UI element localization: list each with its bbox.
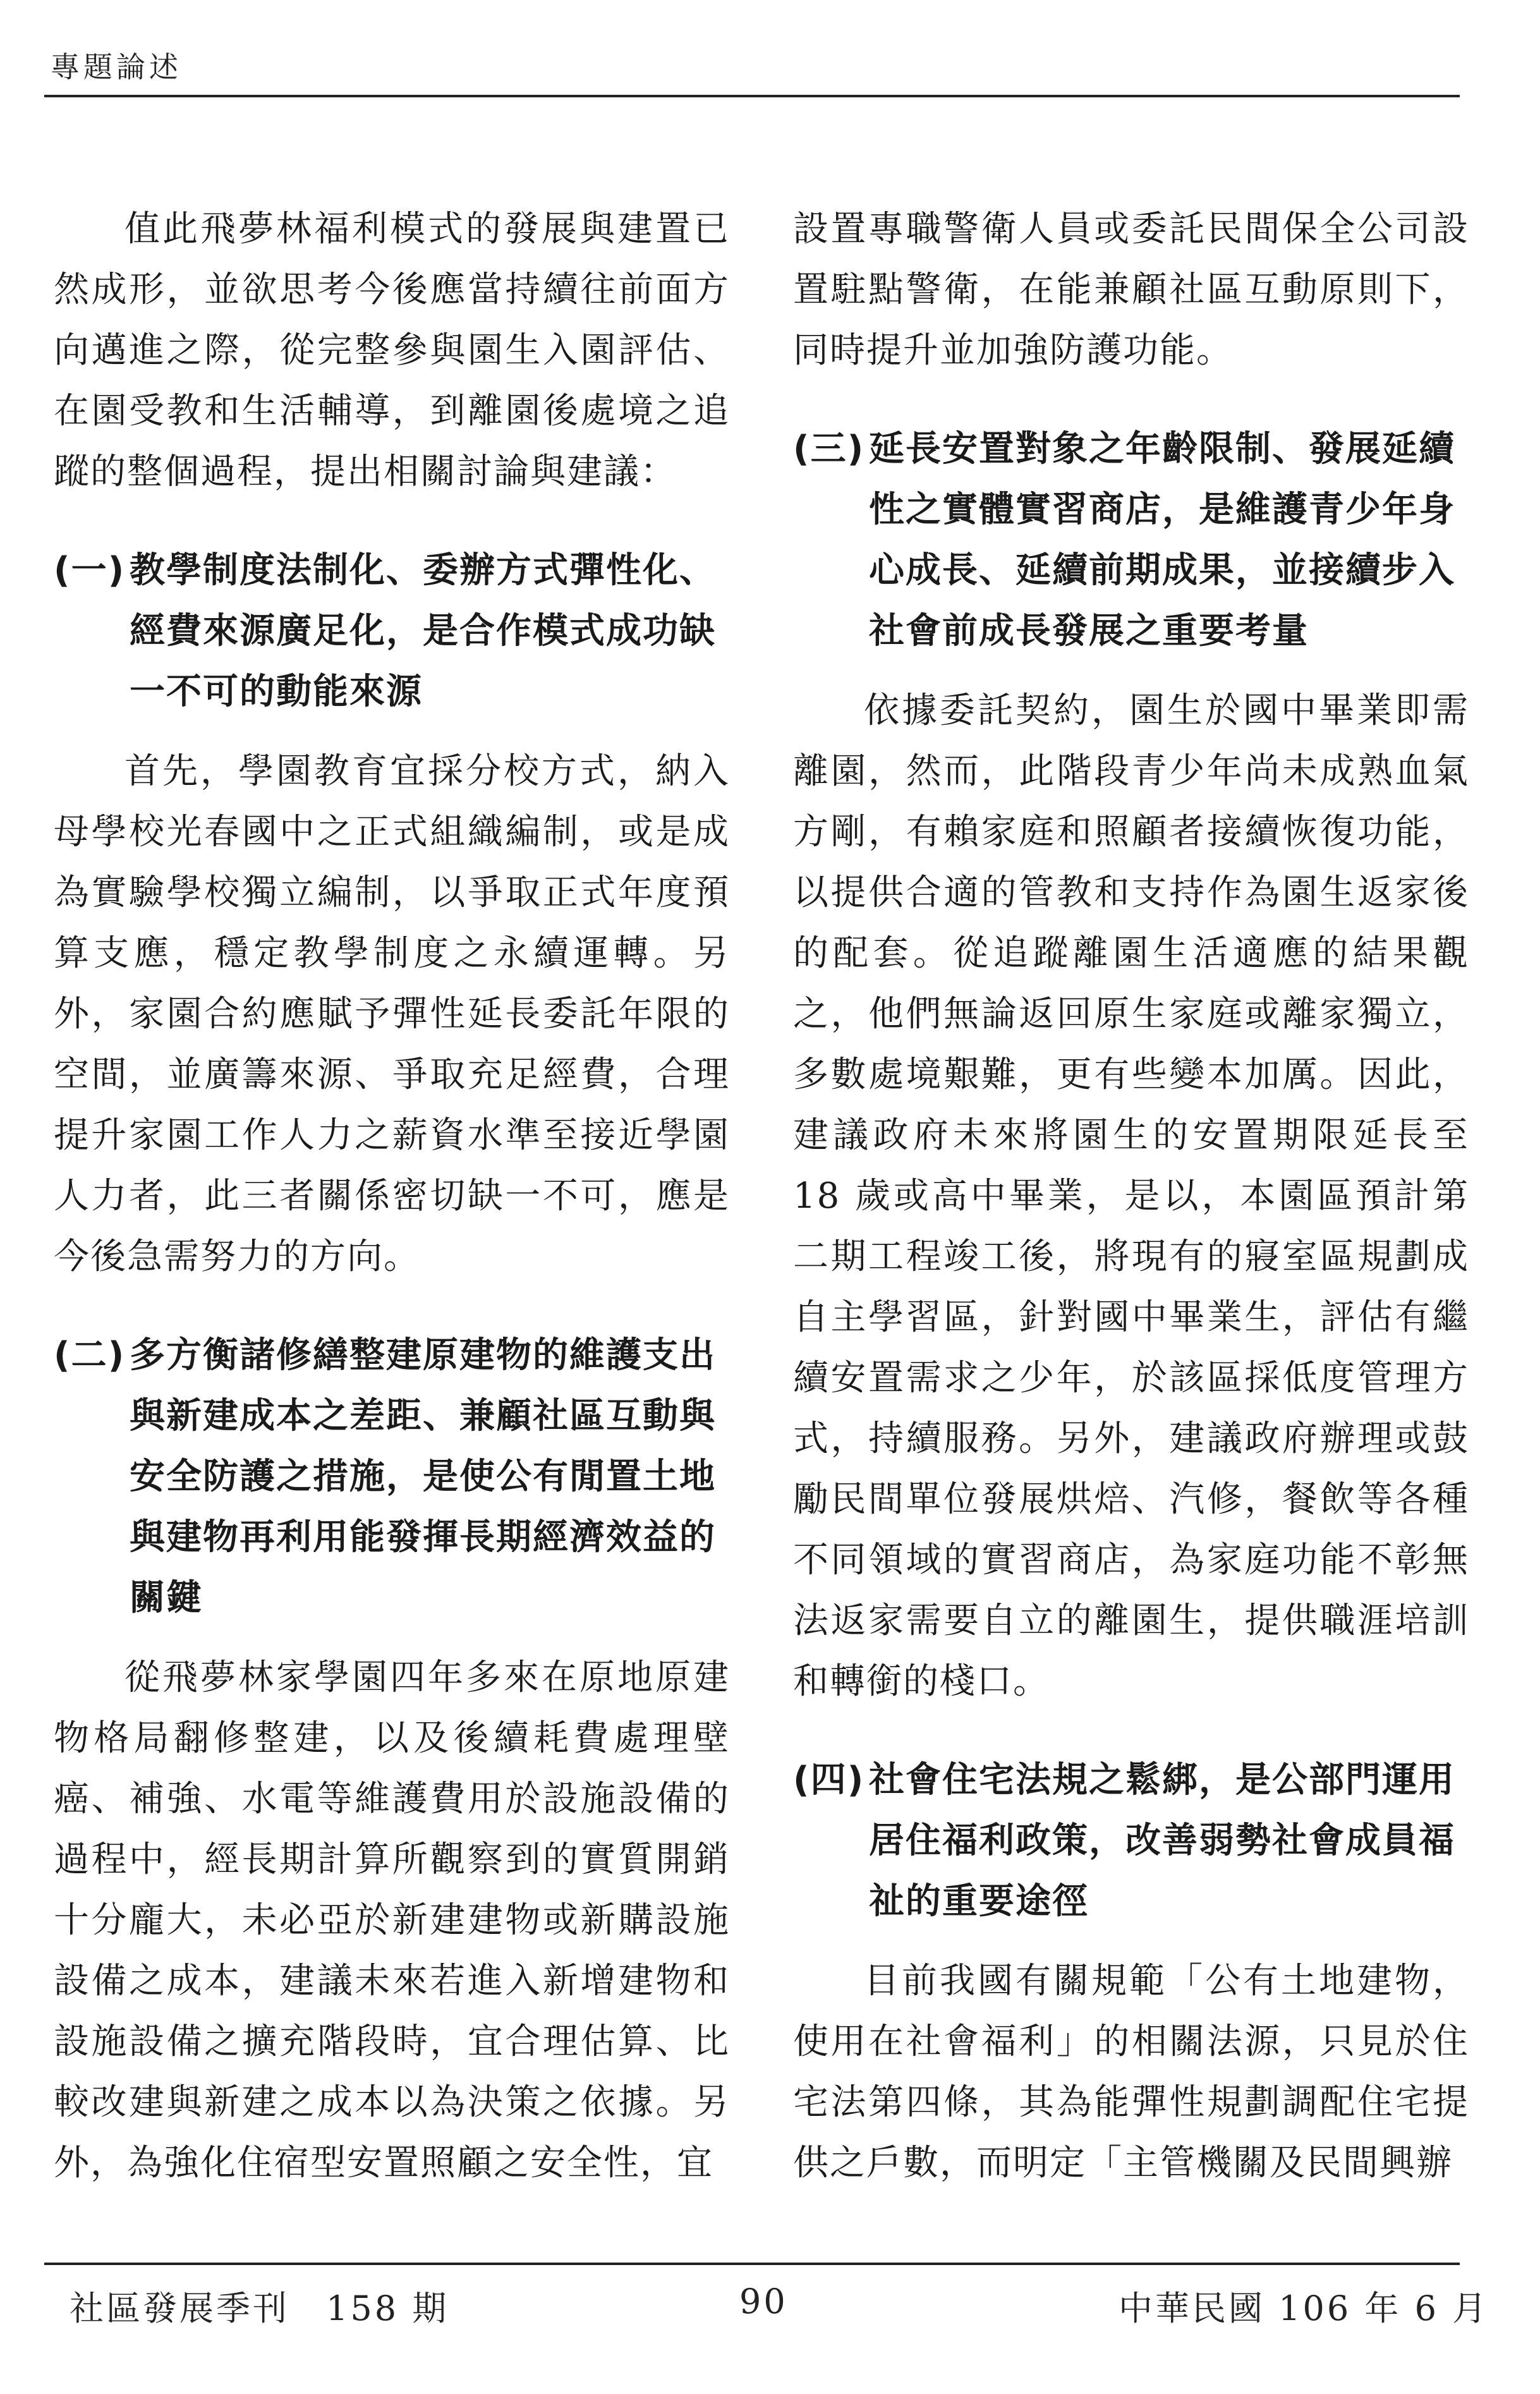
paragraph: 從飛夢林家學園四年多來在原地原建物格局翻修整建，以及後續耗費處理壁癌、補強、水電等維護費用於設施設備的過程中，經長期計算所觀察到的實質開銷十分龐大，未必亞於新建建物或新購設施設備之成本，建議未來若進入新增建物和設施設備之擴充階段時，宜合理估算、比較改建與新建之成本以為決策之依據。另外，為強化住宿型安置照顧之安全性，宜 — [54, 1657, 730, 2184]
issue-date: 中華民國 106 年 6 月 — [1119, 2288, 1489, 2328]
section-heading-2 — [54, 1325, 730, 1629]
right-column — [793, 199, 1469, 2194]
page-number: 90 — [739, 2282, 788, 2321]
section-title: 社會住宅法規之鬆綁，是公部門運用居住福利政策，改善弱勢社會成員福祉的重要途徑 — [869, 1759, 1455, 1922]
section-heading-4 — [793, 1750, 1469, 1932]
paragraph: 首先，學園教育宜採分校方式，納入母學校光春國中之正式組織編制，或是成為實驗學校獨立編制，以爭取正式年度預算支應，穩定教學制度之永續運轉。另外，家園合約應賦予彈性延長委託年限的空間，並廣籌來源、爭取充足經費，合理提升家園工作人力之薪資水準至接近學園人力者，此三者關係密切缺一不可，應是今後急需努力的方向。 — [54, 751, 730, 1277]
footer-rule — [44, 2263, 1460, 2265]
paragraph: 值此飛夢林福利模式的發展與建置已然成形，並欲思考今後應當持續往前面方向邁進之際，從完整參與園生入園評估、在園受教和生活輔導，到離園後處境之追蹤的整個過程，提出相關討論與建議： — [54, 209, 730, 492]
paragraph: 目前我國有關規範「公有土地建物，使用在社會福利」的相關法源，只見於住宅法第四條，其為能彈性規劃調配住宅提供之戶數，而明定「主管機關及民間興辦 — [793, 1960, 1469, 2184]
section-heading-1 — [54, 540, 730, 722]
section-number: (一) — [54, 550, 126, 591]
header-rule — [44, 95, 1460, 97]
section-number: (二) — [54, 1335, 126, 1376]
section-title: 教學制度法制化、委辦方式彈性化、經費來源廣足化，是合作模式成功缺一不可的動能來源 — [130, 550, 716, 712]
paragraph: 依據委託契約，園生於國中畢業即需離園，然而，此階段青少年尚未成熟血氣方剛，有賴家庭和照顧者接續恢復功能，以提供合適的管教和支持作為園生返家後的配套。從追蹤離園生活適應的結果觀之，他們無論返回原生家庭或離家獨立，多數處境艱難，更有些變本加厲。因此，建議政府未來將園生的安置期限延長至 18 歲或高中畢業，是以，本園區預計第二期工程竣工後，將現有的寢室區規劃成自主學習區，針對國中畢業生，評估有繼續安置需求之少年，於該區採低度管理方式，持續服務。另外，建議政府辦理或鼓勵民間單位發展烘焙、汽修，餐飲等各種不同領域的實習商店，為家庭功能不彰無法返家需要自立的離園生，提供職涯培訓和轉銜的棧口。 — [793, 690, 1469, 1702]
journal-name: 社區發展季刊 158 期 — [70, 2288, 449, 2328]
section-number: (四) — [793, 1759, 865, 1801]
paragraph: 設置專職警衛人員或委託民間保全公司設置駐點警衛，在能兼顧社區互動原則下，同時提升並加強防護功能。 — [793, 209, 1469, 371]
section-title: 延長安置對象之年齡限制、發展延續性之實體實習商店，是維護青少年身心成長、延續前期成果，並接續步入社會前成長發展之重要考量 — [869, 428, 1455, 652]
left-column — [54, 199, 730, 2194]
section-heading-3 — [793, 419, 1469, 662]
section-number: (三) — [793, 428, 865, 470]
section-title: 多方衡諸修繕整建原建物的維護支出與新建成本之差距、兼顧社區互動與安全防護之措施，是使公有閒置土地與建物再利用能發揮長期經濟效益的關鍵 — [130, 1335, 716, 1619]
running-header: 專題論述 — [51, 50, 182, 84]
